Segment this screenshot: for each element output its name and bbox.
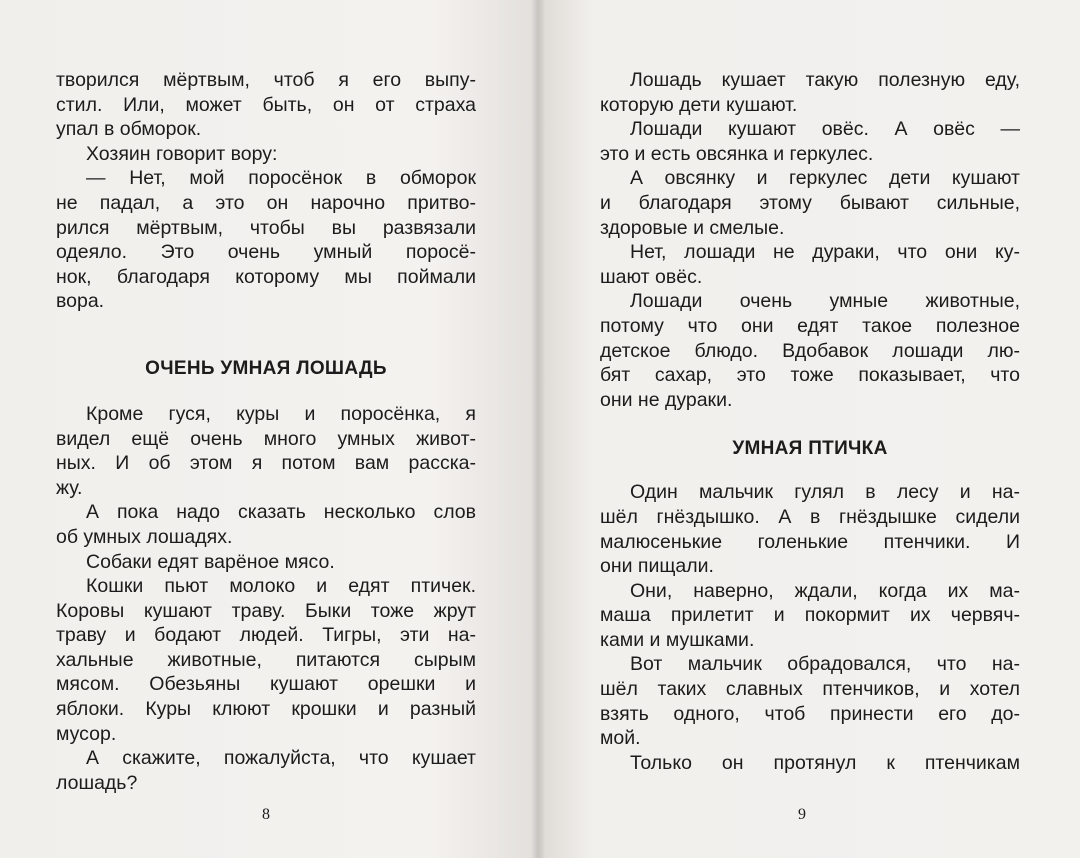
paragraph — [600, 652, 1020, 750]
text-line: Лошадь кушает такую полезную еду, — [630, 69, 1020, 91]
text-line: творился мёртвым, чтоб я его выпу- — [56, 69, 476, 91]
text-line: хальные животные, питаются сырым — [56, 648, 476, 671]
text-line: не падал, а это он нарочно притво- — [56, 191, 476, 214]
paragraph — [600, 68, 1020, 117]
chapter-heading: ОЧЕНЬ УМНАЯ ЛОШАДЬ — [145, 357, 387, 379]
paragraph — [600, 480, 1020, 578]
text-line: шают овёс. — [600, 265, 703, 288]
text-line: мясом. Обезьяны кушают орешки и — [56, 673, 476, 696]
text-line: и благодаря этому бывают сильные, — [600, 191, 1020, 214]
chapter-heading: УМНАЯ ПТИЧКА — [732, 438, 888, 460]
text-line: они не дураки. — [600, 388, 733, 411]
text-line: Один мальчик гулял в лесу и на- — [630, 481, 1020, 504]
text-line: бят сахар, это тоже показывает, что — [600, 364, 1020, 387]
paragraph — [56, 166, 476, 314]
paragraph — [56, 746, 476, 795]
text-line: которую дети кушают. — [600, 93, 798, 116]
text-line: они пищали. — [600, 555, 714, 578]
text-line: Только он протянул к птенчикам — [630, 751, 1020, 774]
text-line: шёл таких славных птенчиков, и хотел — [600, 678, 1020, 701]
text-line: Вот мальчик обрадовался, что на- — [630, 653, 1020, 676]
text-line: лошадь? — [56, 771, 138, 794]
text-line: об умных лошадях. — [56, 525, 233, 548]
right-page-text — [600, 68, 1020, 775]
text-line: Нет, лошади не дураки, что они ку- — [630, 241, 1020, 264]
text-line: упал в обморок. — [56, 118, 202, 141]
text-line: Собаки едят варёное мясо. — [86, 550, 335, 573]
text-line: яблоки. Куры клюют крошки и разный — [56, 698, 476, 721]
text-line: Хозяин говорит вору: — [86, 142, 278, 165]
paragraph — [56, 500, 476, 549]
text-line: мой. — [600, 727, 641, 750]
text-line: Они, наверно, ждали, когда их ма- — [630, 579, 1020, 602]
page-number: 9 — [798, 806, 806, 823]
text-line: шёл гнёздышко. А в гнёздышке сидели — [600, 505, 1020, 528]
text-line: ных. И об этом я потом вам расска- — [56, 452, 476, 475]
paragraph — [600, 579, 1020, 653]
text-line: ками и мушками. — [600, 628, 755, 651]
text-line: это и есть овсянка и геркулес. — [600, 142, 874, 165]
paragraph — [600, 240, 1020, 289]
text-line: детское блюдо. Вдобавок лошади лю- — [600, 339, 1020, 362]
paragraph — [56, 142, 476, 167]
paragraph — [56, 68, 476, 142]
paragraph — [56, 550, 476, 575]
paragraph — [600, 751, 1020, 776]
text-line: мусор. — [56, 722, 117, 745]
right-page — [540, 0, 1080, 858]
text-line: малюсенькие голенькие птенчики. И — [600, 530, 1020, 553]
left-page-text — [56, 68, 476, 795]
text-line: стил. Или, может быть, он от страха — [56, 93, 476, 116]
text-line: А овсянку и геркулес дети кушают — [630, 167, 1020, 190]
page-number: 8 — [262, 806, 270, 823]
paragraph — [600, 289, 1020, 412]
text-line: потому что они едят такое полезное — [600, 314, 1020, 337]
text-line: взять одного, чтоб принести его до- — [600, 702, 1020, 725]
text-line: Кроме гуся, куры и поросёнка, я — [86, 402, 476, 425]
text-line: А скажите, пожалуйста, что кушает — [86, 747, 476, 770]
text-line: маша прилетит и покормит их червяч- — [600, 604, 1020, 627]
text-line: вора. — [56, 290, 105, 313]
text-line: одеяло. Это очень умный поросё- — [56, 241, 476, 264]
text-line: А пока надо сказать несколько слов — [86, 501, 476, 524]
text-line: жу. — [56, 476, 83, 499]
paragraph — [600, 166, 1020, 240]
paragraph — [56, 574, 476, 746]
text-line: Лошади очень умные животные, — [630, 290, 1020, 313]
book-gutter — [531, 0, 545, 858]
text-line: видел ещё очень много умных живот- — [56, 427, 476, 450]
text-line: Коровы кушают траву. Быки тоже жрут — [56, 599, 476, 622]
text-line: Кошки пьют молоко и едят птичек. — [86, 575, 476, 598]
text-line: траву и бодают людей. Тигры, эти на- — [56, 624, 476, 647]
paragraph — [56, 402, 476, 500]
text-line: здоровые и смелые. — [600, 216, 785, 239]
text-line: нок, благодаря которому мы поймали — [56, 265, 476, 288]
text-line: рился мёртвым, чтобы вы развязали — [56, 216, 476, 239]
paragraph — [600, 117, 1020, 166]
text-line: — Нет, мой поросёнок в обморок — [86, 167, 476, 190]
text-line: Лошади кушают овёс. А овёс — — [630, 118, 1020, 141]
